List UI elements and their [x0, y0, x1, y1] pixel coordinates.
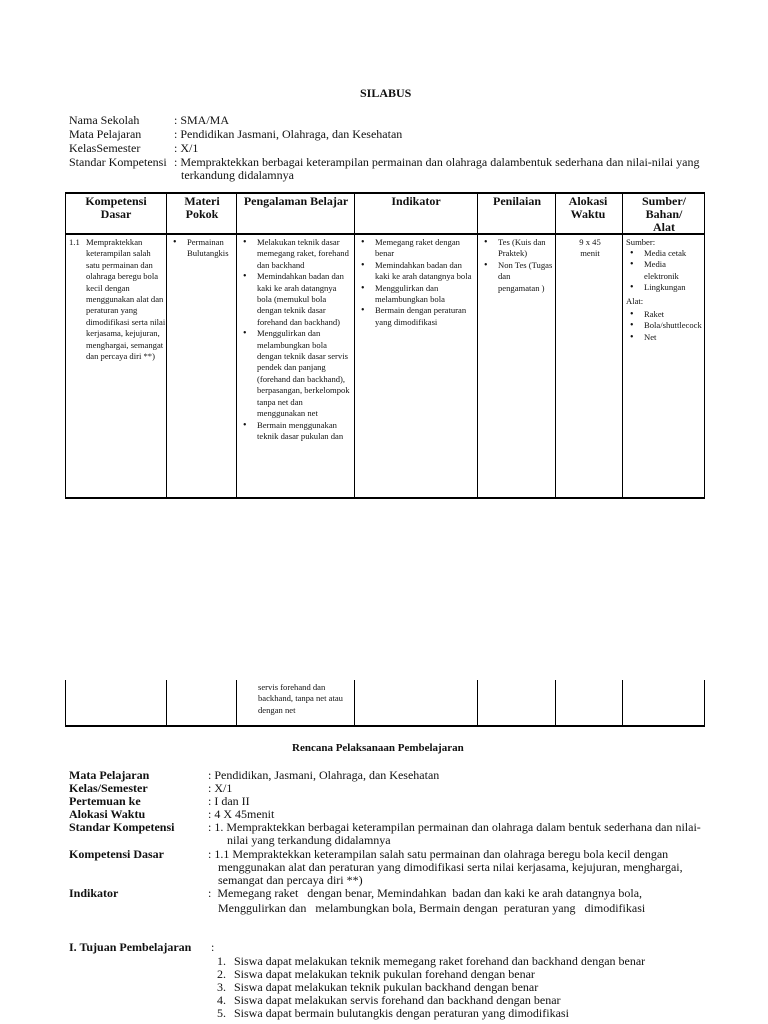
field-value-cont: terkandung didalamnya [181, 168, 294, 182]
rpp-label: Standar Kompetensi [69, 820, 175, 834]
list-item: • Media elektronik [626, 259, 702, 282]
list-item [215, 1007, 695, 1020]
list-item: • Net [626, 332, 702, 343]
col-header-indikator: Indikator [391, 194, 441, 208]
field-value: : SMA/MA [174, 113, 230, 127]
field-value: : X/1 [174, 141, 199, 155]
rpp-label: Indikator [69, 886, 119, 900]
rpp-label: Mata Pelajaran [69, 768, 150, 782]
rpp-kd-line: menggunakan alat dan peraturan yang dimodifikasi serta nilai kerjasama, kejujuran, menghargai, [218, 860, 683, 874]
list-text: Siswa dapat bermain bulutangkis dengan peraturan yang dimodifikasi [234, 1006, 569, 1020]
list-item: • Bermain dengan peraturan yang dimodifikasi [357, 305, 475, 328]
rpp-title: Rencana Pelaksanaan Pembelajaran [292, 742, 464, 754]
rpp-label: Pertemuan ke [69, 794, 141, 808]
alat-label: Alat: [626, 296, 644, 306]
col-header-pengalaman: Pengalaman Belajar [243, 194, 349, 208]
col-header-penilaian: Penilaian [492, 194, 541, 208]
list-item: • Bermain menggunakan teknik dasar pukulan dan [239, 420, 353, 443]
list-number: 4. [217, 993, 226, 1007]
sumber-list [626, 248, 702, 294]
col-header-materi: Materi Pokok [184, 194, 220, 221]
rpp-kd-line: semangat dan percaya diri **) [218, 873, 363, 887]
list-item: • Non Tes (Tugas dan pengamatan ) [480, 260, 554, 294]
tujuan-colon: : [211, 940, 215, 954]
rpp-indikator-line: : Memegang raket dengan benar, Memindahkan badan dan kaki ke arah datangnya bola, [208, 886, 643, 900]
rpp-value-cont: nilai yang terkandung didalamnya [227, 833, 391, 847]
kd-text: Mempraktekkan keterampilan salah satu permainan dan olahraga beregu bola kecil dengan menggunakan alat dan peraturan yang dimodifikasi serta nilai kerjasama, kejujuran, menghargai, semangat dan percaya diri **) [86, 237, 166, 362]
list-item: • Memindahkan badan dan kaki ke arah datangnya bola (memukul bola dengan teknik dasar forehand dan backhand) [239, 271, 353, 328]
col-header-alokasi: Alokasi Waktu [568, 194, 608, 221]
rpp-label: Alokasi Waktu [69, 807, 146, 821]
rpp-value: : 1. Mempraktekkan berbagai keterampilan permainan dan olahraga dalam bentuk sederhana dan nilai- [208, 820, 701, 834]
rpp-value: : Pendidikan, Jasmani, Olahraga, dan Kesehatan [208, 768, 440, 782]
list-text: Siswa dapat melakukan teknik pukulan forehand dengan benar [234, 967, 535, 981]
list-item: • Menggulirkan dan melambungkan bola [357, 283, 475, 306]
list-item: • Tes (Kuis dan Praktek) [480, 237, 554, 260]
pengalaman-list [239, 237, 353, 497]
list-item: • Permainan Bulutangkis [169, 237, 235, 260]
sumber-label: Sumber: [626, 237, 656, 247]
list-item: • Menggulirkan dan melambungkan bola dengan teknik dasar servis pendek dan panjang (forehand dan backhand), berpasangan, berkelompok tanpa net dan menggunakan net [239, 328, 353, 419]
list-item: • Memindahkan badan dan kaki ke arah datangnya bola [357, 260, 475, 283]
col-header-kompetensi: Kompetensi Dasar [85, 194, 147, 221]
tujuan-label: I. Tujuan Pembelajaran [69, 940, 192, 954]
field-label: Mata Pelajaran [69, 127, 142, 141]
list-text: Siswa dapat melakukan teknik memegang raket forehand dan backhand dengan benar [234, 954, 646, 968]
col-header-sumber: Sumber/ Bahan/ Alat [641, 194, 686, 234]
list-item: • Melakukan teknik dasar memegang raket, forehand dan backhand [239, 237, 353, 271]
penilaian-list [480, 237, 554, 294]
rpp-value: : 4 X 45menit [208, 807, 275, 821]
list-number: 2. [217, 967, 226, 981]
list-number: 5. [217, 1006, 226, 1020]
list-text: Siswa dapat melakukan teknik pukulan backhand dengan benar [234, 980, 539, 994]
rpp-value: : X/1 [208, 781, 233, 795]
field-value: : Pendidikan Jasmani, Olahraga, dan Kesehatan [174, 127, 403, 141]
rpp-label: Kompetensi Dasar [69, 847, 164, 861]
list-item: • Memegang raket dengan benar [357, 237, 475, 260]
list-number: 1. [217, 954, 226, 968]
rpp-kd-line: : 1.1 Mempraktekkan keterampilan salah satu permainan dan olahraga beregu bola kecil dengan [208, 847, 669, 861]
list-item: • Raket [626, 309, 702, 320]
alat-list [626, 309, 702, 343]
list-item: • Bola/shuttlecock [626, 320, 702, 331]
tujuan-list [215, 955, 695, 1020]
rpp-indikator-line: Menggulirkan dan melambungkan bola, Bermain dengan peraturan yang dimodifikasi [218, 901, 646, 915]
alokasi-waktu: 9 x 45 menit [579, 237, 601, 259]
materi-list [169, 237, 235, 260]
field-value: : Mempraktekkan berbagai keterampilan permainan dan olahraga dalambentuk sederhana dan nilai-nilai yang [174, 155, 700, 169]
field-label: Nama Sekolah [69, 113, 140, 127]
field-label: Standar Kompetensi [69, 155, 167, 169]
indikator-list [357, 237, 475, 328]
page-title: SILABUS [360, 86, 412, 100]
list-item: • Media cetak [626, 248, 702, 259]
field-label: KelasSemester [69, 141, 141, 155]
continuation-text: servis forehand dan backhand, tanpa net atau dengan net [258, 682, 343, 715]
rpp-label: Kelas/Semester [69, 781, 148, 795]
list-text: Siswa dapat melakukan servis forehand dan backhand dengan benar [234, 993, 561, 1007]
kd-number: 1.1 [69, 237, 80, 247]
rpp-value: : I dan II [208, 794, 250, 808]
list-number: 3. [217, 980, 226, 994]
list-item: • Lingkungan [626, 282, 702, 293]
